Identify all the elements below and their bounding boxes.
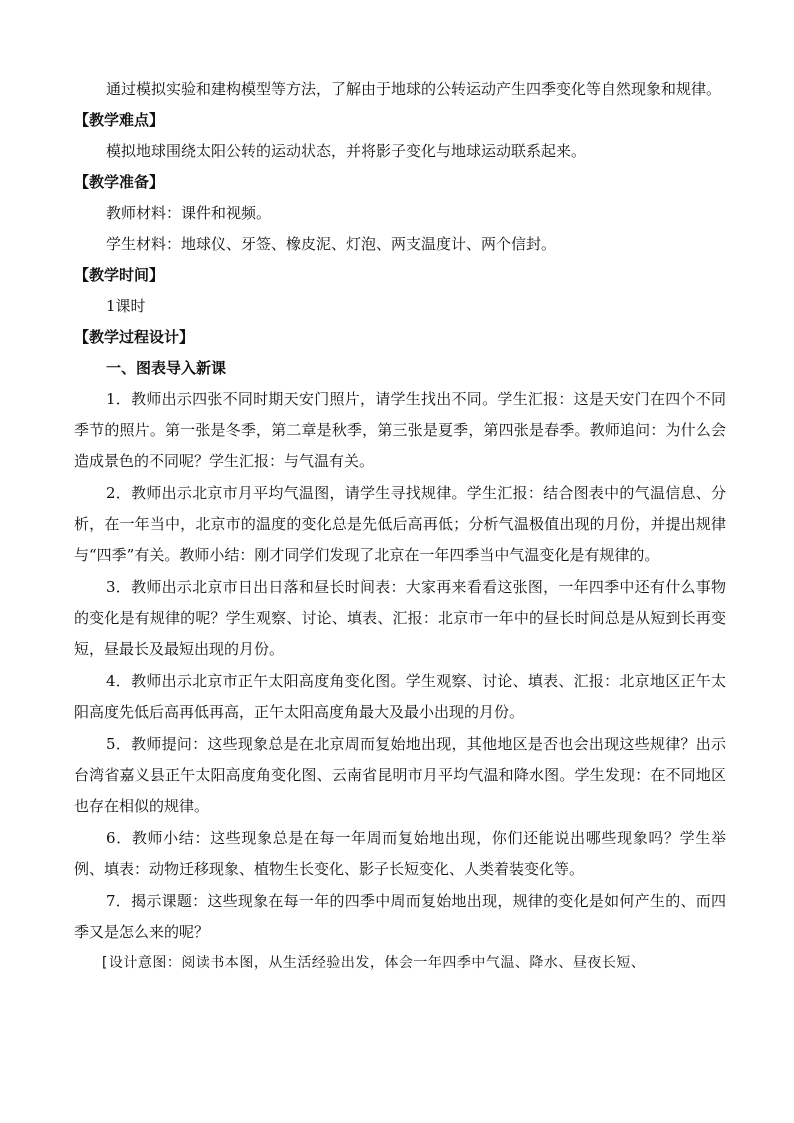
process-heading: 【教学过程设计】 [74,328,195,346]
difficulty-text: 模拟地球围绕太阳公转的运动状态，并将影子变化与地球运动联系起来。 [106,142,587,160]
intro-paragraph: 通过模拟实验和建构模型等方法，了解由于地球的公转运动产生四季变化等自然现象和规律。 [106,80,722,98]
teacher-materials: 教师材料：课件和视频。 [106,204,272,222]
design-intent-note: [设计意图：阅读书本图，从生活经验出发，体会一年四季中气温、降水、昼夜长短、 [100,955,646,971]
step-5: 5．教师提问：这些现象总是在北京周而复始地出现，其他地区是否也会出现这些规律？出示台湾省嘉义县正午太阳高度角变化图、云南省昆明市月平均气温和降水图。学生发现：在不同地区也存在相似的规律。 [74,735,726,815]
time-text: 1课时 [106,297,146,315]
difficulty-heading: 【教学难点】 [74,111,165,129]
step-4: 4．教师出示北京市正午太阳高度角变化图。学生观察、讨论、填表、汇报：北京地区正午太阳高度先低后高再低再高，正午太阳高度角最大及最小出现的月份。 [74,672,726,721]
step-2: 2．教师出示北京市月平均气温图，请学生寻找规律。学生汇报：结合图表中的气温信息、分析，在一年当中，北京市的温度的变化总是先低后高再低；分析气温极值出现的月份，并提出规律与“四季”有关。教师小结：刚才同学们发现了北京在一年四季当中气温变化是有规律的。 [74,484,726,564]
student-materials: 学生材料：地球仪、牙签、橡皮泥、灯泡、两支温度计、两个信封。 [106,235,557,253]
preparation-heading: 【教学准备】 [74,173,165,191]
step-1: 1．教师出示四张不同时期天安门照片，请学生找出不同。学生汇报：这是天安门在四个不同季节的照片。第一张是冬季，第二章是秋季，第三张是夏季，第四张是春季。教师追问：为什么会造成景色的不同呢？学生汇报：与气温有关。 [74,390,726,470]
step-7: 7．揭示课题：这些现象在每一年的四季中周而复始地出现，规律的变化是如何产生的、而四季又是怎么来的呢？ [74,892,726,941]
document-body [74,74,726,979]
time-heading: 【教学时间】 [74,266,165,284]
step-3: 3．教师出示北京市日出日落和昼长时间表：大家再来看看这张图，一年四季中还有什么事物的变化是有规律的呢？学生观察、讨论、填表、汇报：北京市一年中的昼长时间总是从短到长再变短，昼最长及最短出现的月份。 [74,578,726,658]
part-one-heading: 一、图表导入新课 [106,359,227,377]
step-6: 6．教师小结：这些现象总是在每一年周而复始地出现，你们还能说出哪些现象吗？学生举例、填表：动物迁移现象、植物生长变化、影子长短变化、人类着装变化等。 [74,829,726,878]
